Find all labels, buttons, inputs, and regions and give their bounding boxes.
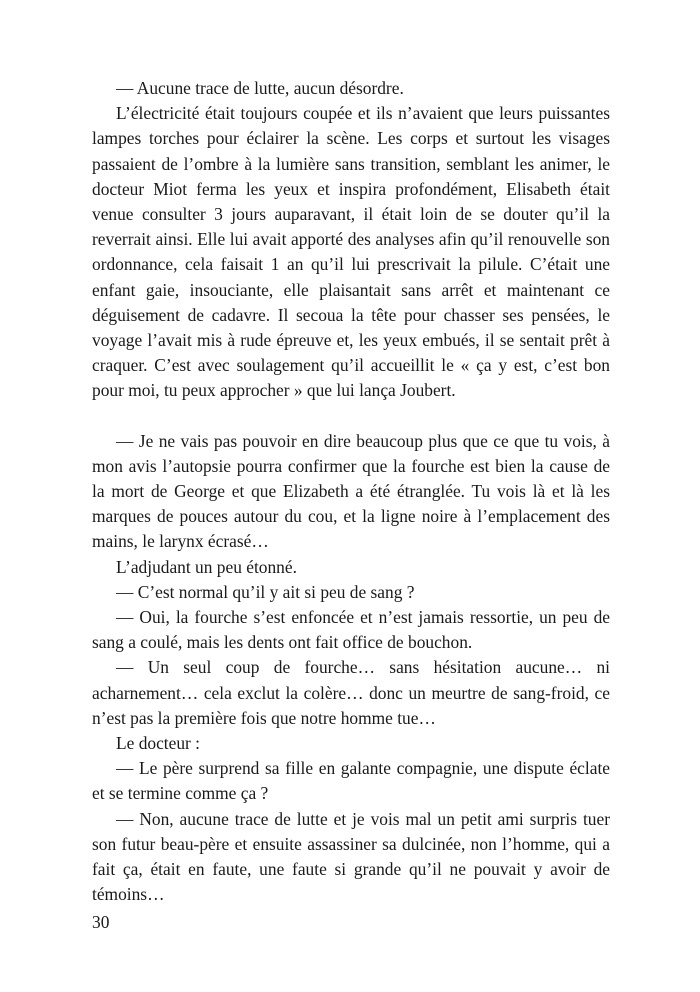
- paragraph-2: L’électricité était toujours coupée et ils n’avaient que leurs puissantes lampes torches pour éclairer la scène. Les corps et surtout les visages passaient de l’ombre à la lumière sans transition, semblant les animer, le docteur Miot ferma les yeux et inspira profondément, Elisabeth était venue consulter 3 jours auparavant, il était loin de se douter qu’il la reverrait ainsi. Elle lui avait apporté des analyses afin qu’il renouvelle son ordonnance, cela faisait 1 an qu’il lui prescrivait la pilule. C’était une enfant gaie, insouciante, elle plaisantait sans arrêt et maintenant ce déguisement de cadavre. Il secoua la tête pour chasser ses pensées, le voyage l’avait mis à rude épreuve et, les yeux embués, il se sentait prêt à craquer. C’est avec soulagement qu’il accueillit le « ça y est, c’est bon pour moi, tu peux approcher » que lui lança Joubert.: [92, 103, 610, 401]
- paragraph-10: — Non, aucune trace de lutte et je vois mal un petit ami surpris tuer son futur beau-père et ensuite assassiner sa dulcinée, non l’homme, qui a fait ça, était en faute, une faute si grande qu’il ne pouvait y avoir de témoins…: [92, 808, 610, 905]
- paragraph-3: — Je ne vais pas pouvoir en dire beaucoup plus que ce que tu vois, à mon avis l’autopsie pourra confirmer que la fourche est bien la cause de la mort de George et que Elizabeth a été étranglée. Tu vois là et là les marques de pouces autour du cou, et la ligne noire à l’emplacement des mains, le larynx écrasé…: [92, 430, 610, 552]
- paragraph-7: — Un seul coup de fourche… sans hésitation aucune… ni acharnement… cela exclut la colère… donc un meurtre de sang-froid, ce n’est pas la première fois que notre homme tue…: [92, 657, 610, 728]
- paragraph-9: — Le père surprend sa fille en galante compagnie, une dispute éclate et se termine comme ça ?: [92, 758, 610, 804]
- paragraph-1: — Aucune trace de lutte, aucun désordre.: [116, 78, 404, 98]
- paragraph-6: — Oui, la fourche s’est enfoncée et n’est jamais ressortie, un peu de sang a coulé, mais les dents ont fait office de bouchon.: [92, 607, 610, 653]
- paragraph-8: Le docteur :: [116, 733, 201, 754]
- page-number: 30: [92, 912, 110, 932]
- section-break: [92, 404, 610, 429]
- page-body: [92, 76, 610, 908]
- paragraph-4: L’adjudant un peu étonné.: [116, 556, 297, 577]
- paragraph-5: — C’est normal qu’il y ait si peu de sang ?: [116, 581, 415, 602]
